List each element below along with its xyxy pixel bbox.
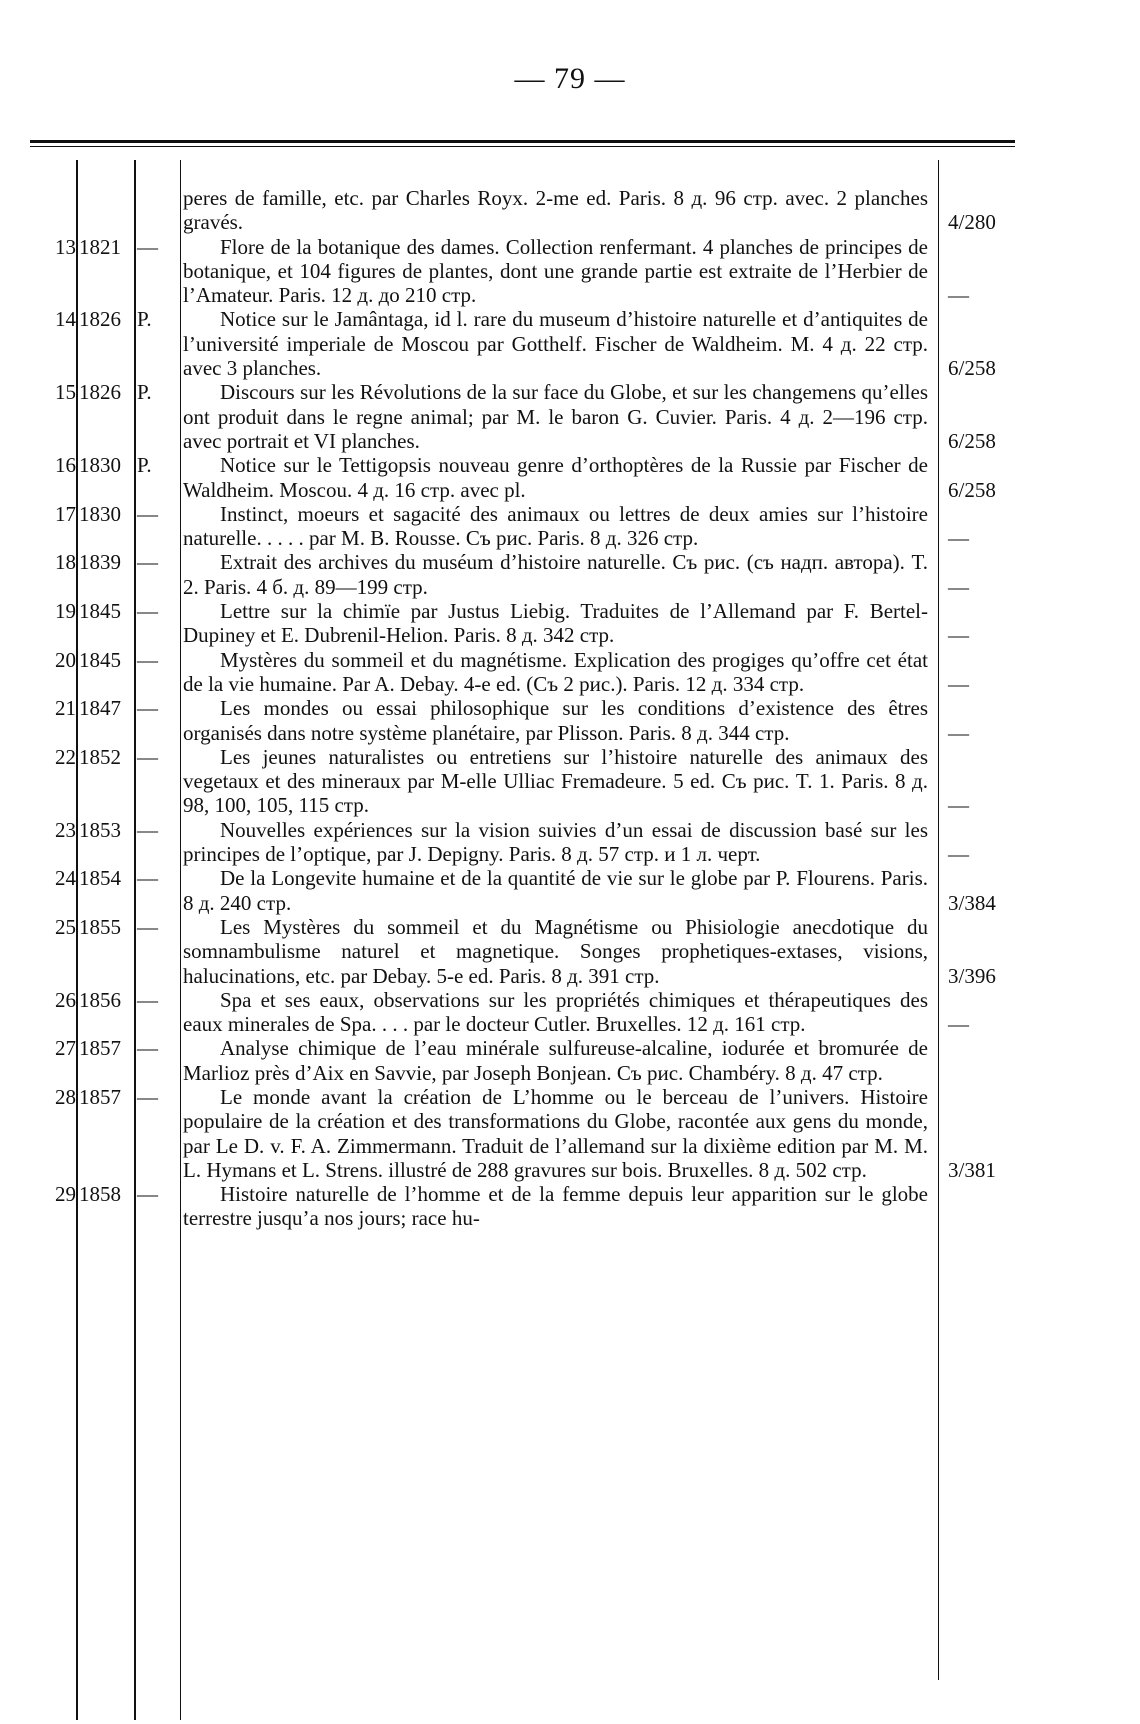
entry-year: 1853 (79, 817, 121, 842)
entry-flag: — (137, 1036, 158, 1061)
entry-number: 15 (55, 380, 76, 405)
entry-year: 1847 (79, 696, 121, 721)
entry-number: 25 (55, 914, 76, 939)
entry-number: 20 (55, 647, 76, 672)
entry-description: Lettre sur la chimïe par Justus Liebig. Traduites de l’Allemand par F. Bertel-Dupiney et E. Dubrenil-Helion. Paris. 8 д. 342 стр. (183, 599, 928, 648)
catalog-entry (0, 235, 1140, 308)
entry-price: — (948, 720, 969, 745)
catalog-list (0, 186, 1140, 1231)
entry-flag: — (137, 234, 158, 259)
entry-price: — (948, 1012, 969, 1037)
entry-flag: — (137, 987, 158, 1012)
entry-description: Mystères du sommeil et du magnétisme. Explication des progiges qu’offre cet état de la vie humaine. Par A. Debay. 4-e ed. (Съ 2 рис.). Paris. 12 д. 334 стр. (183, 647, 928, 696)
catalog-entry (0, 866, 1140, 915)
entry-year: 1855 (79, 914, 121, 939)
entry-number: 23 (55, 817, 76, 842)
entry-description: Nouvelles expériences sur la vision suivies d’un essai de discussion basé sur les principes de l’optique, par J. Depigny. Paris. 8 д. 57 стр. и 1 л. черт. (183, 817, 928, 867)
catalog-entry (0, 915, 1140, 988)
entry-price: 3/384 (948, 890, 996, 915)
entry-description: De la Longevite humaine et de la quantité de vie sur le globe par P. Flourens. Paris. 8 д. 240 стр. (183, 866, 928, 915)
entry-year: 1845 (79, 599, 121, 624)
entry-flag: — (137, 1182, 158, 1207)
entry-price: — (948, 793, 969, 818)
header-rule-thick (30, 140, 1015, 143)
entry-year: 1856 (79, 987, 121, 1012)
entry-flag: — (137, 647, 158, 672)
entry-price: — (948, 623, 969, 648)
entry-year: 1857 (79, 1036, 121, 1061)
catalog-entry (0, 550, 1140, 599)
entry-description: Discours sur les Révolutions de la sur face du Globe, et sur les changemens qu’elles ont produit dans le regne animal; par M. le baron G. Cuvier. Paris. 4 д. 2—196 стр. avec portrait et VI planches. (183, 380, 928, 453)
entry-number: 26 (55, 987, 76, 1012)
catalog-entry (0, 380, 1140, 453)
entry-flag: — (137, 501, 158, 526)
entry-flag: — (137, 817, 158, 842)
entry-number: 16 (55, 453, 76, 478)
entry-number: 27 (55, 1036, 76, 1061)
entry-flag: — (137, 866, 158, 891)
catalog-entry (0, 186, 1140, 235)
catalog-entry (0, 502, 1140, 551)
entry-flag: — (137, 696, 158, 721)
entry-description: Notice sur le Tettigopsis nouveau genre d’orthoptères de la Russie par Fischer de Waldheim. Moscou. 4 д. 16 стр. avec pl. (183, 453, 928, 502)
entry-flag: — (137, 550, 158, 575)
entry-description: Histoire naturelle de l’homme et de la femme depuis leur apparition sur le globe terrestre jusqu’a nos jours; race hu- (183, 1182, 928, 1231)
entry-price: — (948, 574, 969, 599)
entry-price: 3/381 (948, 1157, 996, 1182)
entry-number: 14 (55, 307, 76, 332)
catalog-entry (0, 648, 1140, 697)
entry-number: 28 (55, 1084, 76, 1109)
entry-description: Les jeunes naturalistes ou entretiens sur l’histoire naturelle des animaux des vegetaux et des mineraux par M-elle Ulliac Fremadeure. 5 ed. Съ рис. T. 1. Paris. 8 д. 98, 100, 105, 115 стр. (183, 744, 928, 818)
entry-number: 19 (55, 599, 76, 624)
entry-number: 21 (55, 696, 76, 721)
entry-description: Analyse chimique de l’eau minérale sulfureuse-alcaline, iodurée et bromurée de Marlioz près d’Aix en Savvie, par Joseph Bonjean. Съ рис. Chambéry. 8 д. 47 стр. (183, 1036, 928, 1085)
entry-price: — (948, 283, 969, 308)
entry-number: 17 (55, 501, 76, 526)
entry-year: 1839 (79, 550, 121, 575)
entry-price: 6/258 (948, 356, 996, 381)
entry-year: 1845 (79, 647, 121, 672)
entry-year: 1826 (79, 307, 121, 332)
catalog-entry (0, 988, 1140, 1037)
entry-price: 6/258 (948, 428, 996, 453)
entry-flag: — (137, 1084, 158, 1109)
catalog-entry (0, 599, 1140, 648)
catalog-entry (0, 696, 1140, 745)
entry-flag: P. (137, 453, 152, 478)
entry-price: — (948, 526, 969, 551)
header-rule-thin (30, 146, 1015, 147)
entry-year: 1854 (79, 866, 121, 891)
entry-description: Instinct, moeurs et sagacité des animaux ou lettres de deux amies sur l’histoire naturelle. . . . . par M. B. Rousse. Съ рис. Paris. 8 д. 326 стр. (183, 501, 928, 551)
entry-number: 22 (55, 744, 76, 769)
catalog-entry (0, 745, 1140, 818)
entry-description: Extrait des archives du muséum d’histoire naturelle. Съ рис. (съ надп. автора). T. 2. Paris. 4 б. д. 89—199 стр. (183, 550, 928, 599)
entry-price: — (948, 671, 969, 696)
catalog-entry (0, 1085, 1140, 1182)
entry-price: 3/396 (948, 963, 996, 988)
entry-flag: P. (137, 380, 152, 405)
entry-year: 1830 (79, 501, 121, 526)
entry-year: 1826 (79, 380, 121, 405)
catalog-entry (0, 307, 1140, 380)
entry-flag: — (137, 914, 158, 939)
entry-number: 29 (55, 1182, 76, 1207)
entry-price: — (948, 842, 969, 867)
entry-year: 1852 (79, 744, 121, 769)
entry-description: Les Mystères du sommeil et du Magnétisme ou Phisiologie anecdotique du somnambulisme naturel et magnetique. Songes prophetiques-extases, visions, halucinations, etc. par Debay. 5-e ed. Paris. 8 д. 391 стр. (183, 914, 928, 988)
catalog-entry (0, 1182, 1140, 1231)
entry-number: 24 (55, 866, 76, 891)
entry-flag: — (137, 599, 158, 624)
catalog-entry (0, 453, 1140, 502)
entry-description: Flore de la botanique des dames. Collection renfermant. 4 planches de principes de botanique, et 104 figures de plantes, dont une grande partie est extraite de l’Herbier de l’Amateur. Paris. 12 д. до 210 стр. (183, 234, 928, 308)
entry-description: Les mondes ou essai philosophique sur les conditions d’existence des êtres organisés dans notre système planétaire, par Plisson. Paris. 8 д. 344 стр. (183, 696, 928, 745)
catalog-entry (0, 1036, 1140, 1085)
catalog-entry (0, 818, 1140, 867)
entry-year: 1830 (79, 453, 121, 478)
page-number: — 79 — (514, 62, 626, 95)
entry-year: 1821 (79, 234, 121, 259)
entry-year: 1857 (79, 1084, 121, 1109)
entry-description: Notice sur le Jamântaga, id l. rare du museum d’histoire naturelle et d’antiquites de l’université imperiale de Moscou par Gotthelf. Fischer de Waldheim. M. 4 д. 22 стр. avec 3 planches. (183, 307, 928, 381)
entry-description: Spa et ses eaux, observations sur les propriétés chimiques et thérapeutiques des eaux minerales de Spa. . . . par le docteur Cutler. Bruxelles. 12 д. 161 стр. (183, 987, 928, 1037)
entry-number: 13 (55, 234, 76, 259)
entry-flag: — (137, 744, 158, 769)
entry-flag: P. (137, 307, 152, 332)
entry-price: 4/280 (948, 210, 996, 235)
entry-year: 1858 (79, 1182, 121, 1207)
entry-number: 18 (55, 550, 76, 575)
entry-description: peres de famille, etc. par Charles Royx. 2-me ed. Paris. 8 д. 96 стр. avec. 2 planches gravés. (183, 186, 928, 235)
entry-price: 6/258 (948, 477, 996, 502)
entry-description: Le monde avant la création de L’homme ou le berceau de l’univers. Histoire populaire de la création et des transformations du Globe, racontée aux gens du monde, par Le D. v. F. A. Zimmermann. Traduit de l’allemand sur la dixième edition par M. M. L. Hymans et L. Strens. illustré de 288 gravures sur bois. Bruxelles. 8 д. 502 стр. (183, 1084, 928, 1182)
